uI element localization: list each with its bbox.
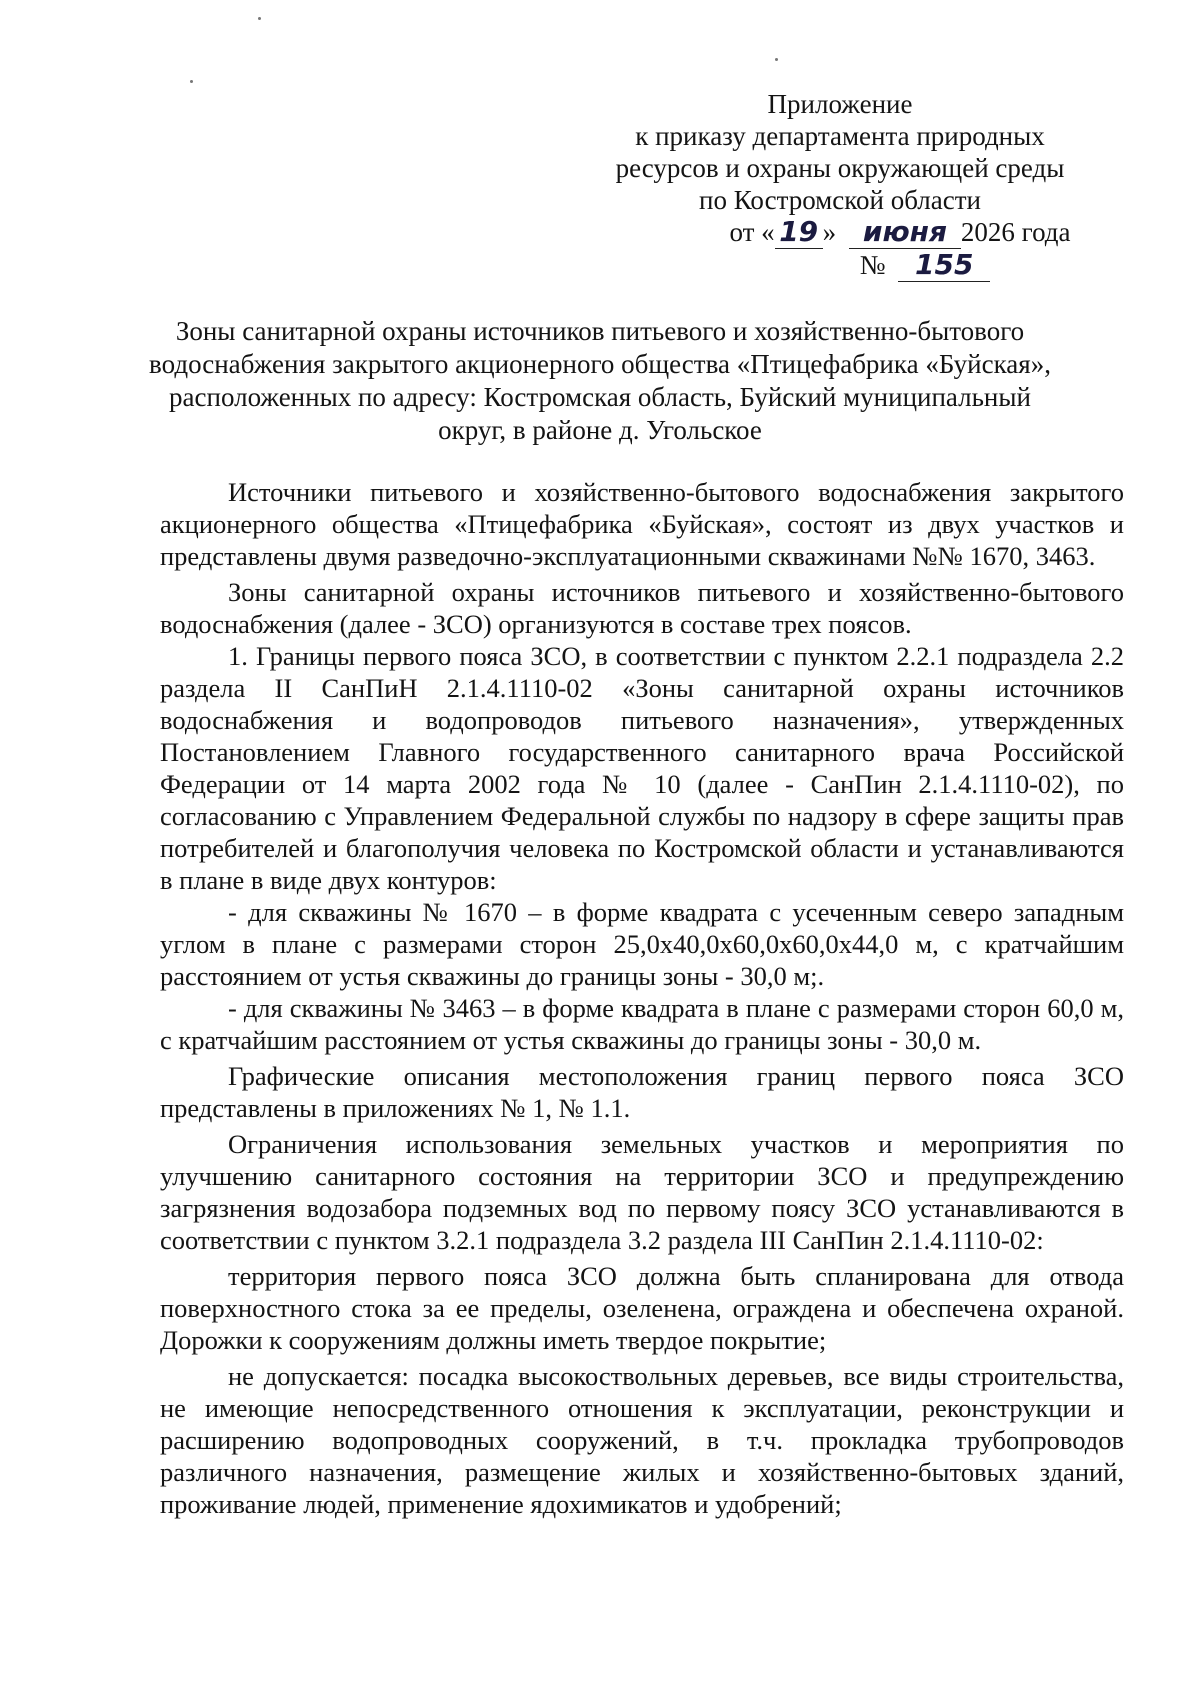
paragraph-sources: Источники питьевого и хозяйственно-бытового водоснабжения закрытого акционерного общества «Птицефабрика «Буйская», состоят из двух участков и представлены двумя разведочно-эксплуатационными скважинами №№ 1670, 3463.: [160, 477, 1124, 571]
scan-speck: [775, 58, 778, 61]
order-line-2: ресурсов и охраны окружающей среды: [615, 153, 1065, 183]
date-month-handwritten: июня: [849, 216, 961, 249]
paragraph-first-belt: 1. Границы первого пояса ЗСО, в соответствии с пунктом 2.2.1 подраздела 2.2 раздела II СанПиН 2.1.4.1110-02 «Зоны санитарной охраны источников водоснабжения и водопроводов питьевого назначения», утвержденных Постановлением Главного государственного санитарного врача Российской Федерации от 14 марта 2002 года № 10 (далее - СанПин 2.1.4.1110-02), по согласованию с Управлением Федеральной службы по надзору в сфере защиты прав потребителей и благополучия человека по Костромской области и устанавливаются в плане в виде двух контуров:: [160, 641, 1124, 895]
appendix-header: [560, 88, 1120, 282]
document-body: [160, 476, 1124, 1520]
paragraph-well-3463: - для скважины № 3463 – в форме квадрата в плане с размерами сторон 60,0 м, с кратчайшим расстоянием от устья скважины до границы зоны - 30,0 м.: [160, 993, 1124, 1055]
order-line-1: к приказу департамента природных: [635, 121, 1045, 151]
date-prefix: от «: [729, 217, 775, 247]
document-title: [120, 315, 1080, 447]
date-suffix: 2026 года: [960, 217, 1071, 247]
paragraph-restrictions: Ограничения использования земельных участков и мероприятия по улучшению санитарного состояния на территории ЗСО и предупреждению загрязнения водозабора подземных вод по первому поясу ЗСО устанавливаются в соответствии с пунктом 3.2.1 подраздела 3.2 раздела III СанПин 2.1.4.1110-02:: [160, 1129, 1124, 1255]
title-line-1: Зоны санитарной охраны источников питьевого и хозяйственно-бытового: [175, 316, 1025, 346]
order-date: [560, 216, 1120, 249]
paragraph-territory: территория первого пояса ЗСО должна быть спланирована для отвода поверхностного стока за ее пределы, озеленена, ограждена и обеспечена охраной. Дорожки к сооружениям должны иметь твердое покрытие;: [160, 1261, 1124, 1355]
order-line-3: по Костромской области: [699, 185, 981, 215]
number-handwritten: 155: [898, 249, 990, 282]
paragraph-graphics: Графические описания местоположения границ первого пояса ЗСО представлены в приложениях № 1, № 1.1.: [160, 1061, 1124, 1123]
paragraph-zones: Зоны санитарной охраны источников питьевого и хозяйственно-бытового водоснабжения (далее - ЗСО) организуются в составе трех поясов.: [160, 577, 1124, 639]
title-line-3: расположенных по адресу: Костромская область, Буйский муниципальный: [169, 382, 1031, 412]
order-number: [560, 249, 1120, 282]
date-mid: »: [822, 217, 837, 247]
scan-speck: [258, 17, 261, 20]
date-day-handwritten: 19: [775, 216, 823, 249]
scan-speck: [190, 80, 193, 83]
appendix-label: Приложение: [767, 89, 913, 119]
title-line-2: водоснабжения закрытого акционерного общества «Птицефабрика «Буйская»,: [149, 349, 1051, 379]
paragraph-well-1670: - для скважины № 1670 – в форме квадрата с усеченным северо западным углом в плане с размерами сторон 25,0х40,0х60,0х60,0х44,0 м, с кратчайшим расстоянием от устья скважины до границы зоны - 30,0 м;.: [160, 897, 1124, 991]
paragraph-prohibited: не допускается: посадка высокоствольных деревьев, все виды строительства, не имеющие непосредственного отношения к эксплуатации, реконструкции и расширению водопроводных сооружений, в т.ч. прокладка трубопроводов различного назначения, размещение жилых и хозяйственно-бытовых зданий, проживание людей, применение ядохимикатов и удобрений;: [160, 1361, 1124, 1519]
title-line-4: округ, в районе д. Угольское: [438, 415, 762, 445]
number-prefix: №: [859, 250, 886, 280]
